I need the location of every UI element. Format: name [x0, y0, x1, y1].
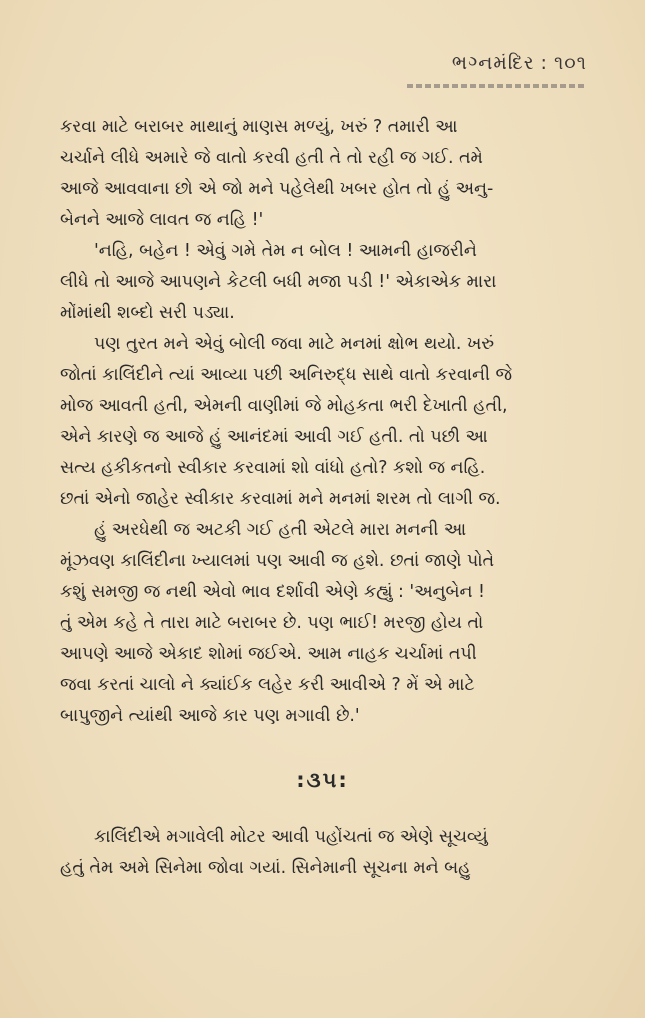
text-line: આજે આવવાના છો એ જો મને પહેલેથી ખબર હોત તો હું અનુ-: [60, 179, 494, 199]
text-line: લીધે તો આજે આપણને કેટલી બધી મજા પડી !' એકાએક મારા: [60, 272, 497, 292]
chapter-opening-text: [60, 822, 600, 884]
running-header: [452, 52, 587, 74]
header-wavy-rule: [407, 84, 587, 88]
text-line: કરવા માટે બરાબર માથાનું માણસ મળ્યું, ખરું ? તમારી આ: [60, 117, 458, 137]
body-text: [60, 112, 600, 732]
page-number: ૧૦૧: [553, 52, 587, 74]
text-line: કાલિંદીએ મગાવેલી મોટર આવી પહોંચતાં જ એણે સૂચવ્યું: [94, 827, 488, 847]
chapter-heading: :૩૫:: [296, 768, 349, 792]
header-separator: :: [540, 52, 548, 74]
text-line: હતું તેમ અમે સિનેમા જોવા ગયાં. સિનેમાની સૂચના મને બહુ: [60, 858, 471, 878]
text-line: એને કારણે જ આજે હું આનંદમાં આવી ગઈ હતી. તો પછી આ: [60, 427, 488, 447]
text-line: મોજ આવતી હતી, એમની વાણીમાં જે મોહકતા ભરી દેખાતી હતી,: [60, 396, 508, 416]
text-line: તું એમ કહે તે તારા માટે બરાબર છે. પણ ભાઈ! મરજી હોય તો: [60, 613, 484, 633]
text-line: પણ તુરત મને એવું બોલી જવા માટે મનમાં ક્ષોભ થયો. ખરું: [94, 334, 494, 354]
text-line: આપણે આજે એકાદ શોમાં જઈએ. આમ નાહક ચર્ચામાં તપી: [60, 644, 477, 664]
text-line: જોતાં કાલિંદીને ત્યાં આવ્યા પછી અનિરુદ્ધ સાથે વાતો કરવાની જે: [60, 365, 512, 385]
text-line: છતાં એનો જાહેર સ્વીકાર કરવામાં મને મનમાં શરમ તો લાગી જ.: [60, 489, 501, 509]
text-line: મૂંઝવણ કાલિંદીના ખ્યાલમાં પણ આવી જ હશે. છતાં જાણે પોતે: [60, 551, 495, 571]
text-line: ચર્ચાને લીધે અમારે જે વાતો કરવી હતી તે તો રહી જ ગઈ. તમે: [60, 148, 483, 168]
text-line: 'નહિ, બહેન ! એવું ગમે તેમ ન બોલ ! આમની હાજરીને: [94, 241, 477, 261]
text-line: સત્ય હકીકતનો સ્વીકાર કરવામાં શો વાંધો હતો? કશો જ નહિ.: [60, 458, 486, 478]
text-line: મોંમાંથી શબ્દો સરી પડ્યા.: [60, 303, 235, 323]
text-line: બાપુજીને ત્યાંથી આજે કાર પણ મગાવી છે.': [60, 706, 360, 726]
text-line: જવા કરતાં ચાલો ને ક્યાંઈક લહેર કરી આવીએ ? મેં એ માટે: [60, 675, 475, 695]
text-line: કશું સમજી જ નથી એવો ભાવ દર્શાવી એણે કહ્યું : 'અનુબેન !: [60, 582, 485, 602]
text-line: બેનને આજે લાવત જ નહિ !': [60, 210, 264, 230]
book-title: ભગ્નમંદિર: [451, 52, 535, 74]
text-line: હું અરધેથી જ અટકી ગઈ હતી એટલે મારા મનની આ: [94, 520, 467, 540]
